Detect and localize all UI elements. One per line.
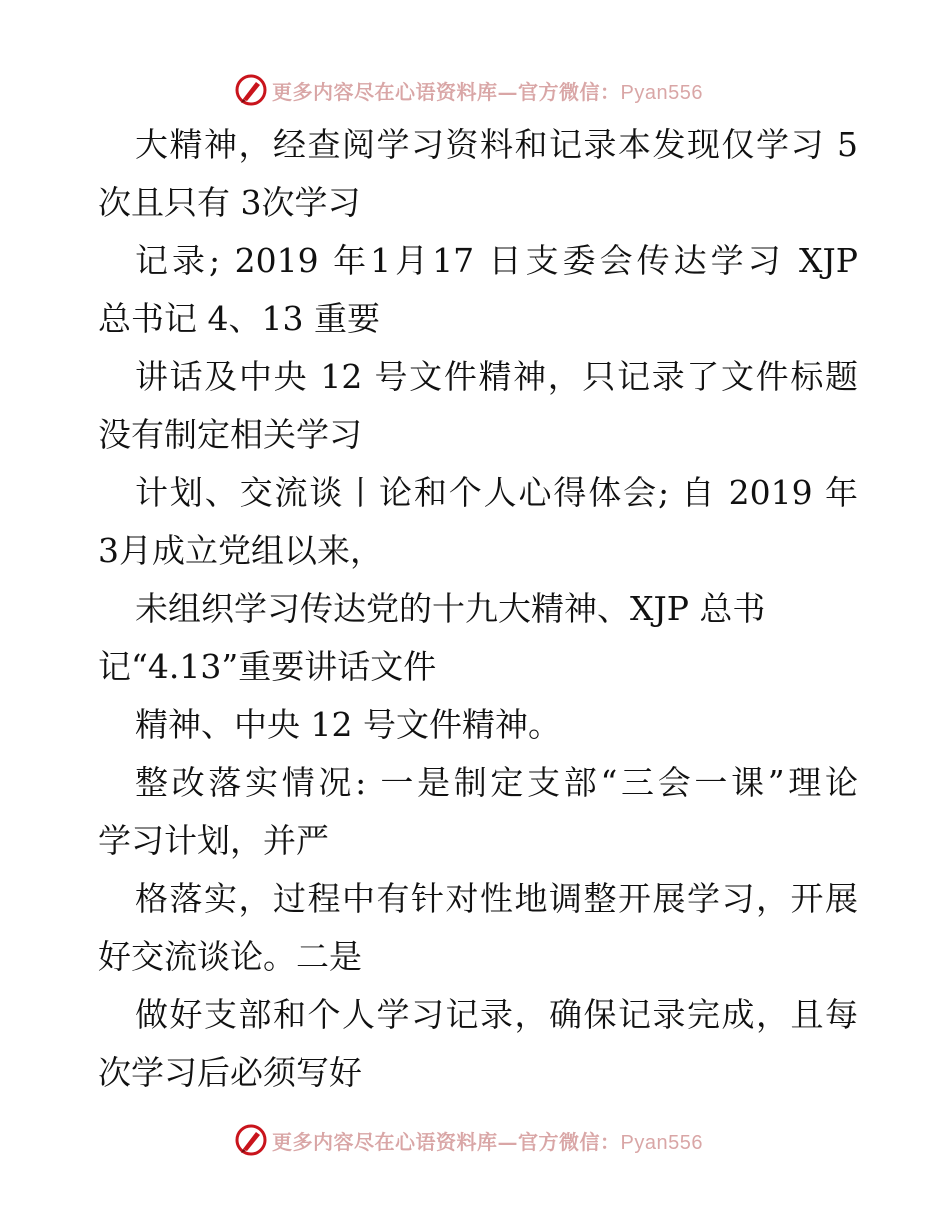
footer-banner-text: 更多内容尽在心语资料库—官方微信：Pyan556 (272, 1129, 703, 1154)
header-wechat-id: Pyan556 (620, 81, 703, 104)
header-banner (234, 70, 703, 110)
text-line: 好交流谈论。二是 (98, 937, 362, 976)
text-line: 未组织学习传达党的十九大精神、XJP 总书 (135, 589, 766, 628)
text-line: 总书记 4、13 重要 (98, 299, 380, 338)
text-line: 没有制定相关学习 (98, 415, 362, 454)
text-line: 学习计划，并严 (98, 821, 329, 860)
text-line: 整改落实情况: 一是制定支部“三会一课”理论 (135, 763, 858, 802)
pen-logo-icon (234, 1123, 268, 1157)
pen-logo-icon (234, 73, 268, 107)
text-line: 记“4.13”重要讲话文件 (98, 647, 437, 686)
document-body (98, 116, 858, 1102)
footer-banner (234, 1120, 703, 1160)
text-line: 精神、中央 12 号文件精神。 (135, 705, 561, 744)
text-line: 次且只有 3次学习 (98, 183, 361, 222)
text-line: 计划、交流谈丨论和个人心得体会; 自 2019 年 (135, 473, 858, 512)
text-line: 讲话及中央 12 号文件精神，只记录了文件标题 (135, 357, 858, 396)
text-line: 次学习后必须写好 (98, 1053, 362, 1092)
text-line: 记录; 2019 年1月17 日支委会传达学习 XJP (135, 241, 858, 280)
footer-wechat-id: Pyan556 (620, 1131, 703, 1154)
text-line: 大精神，经查阅学习资料和记录本发现仅学习 5 (135, 125, 858, 164)
text-line: 做好支部和个人学习记录，确保记录完成，且每 (135, 995, 858, 1034)
text-line: 格落实，过程中有针对性地调整开展学习，开展 (135, 879, 858, 918)
text-line: 3月成立党组以来， (98, 531, 383, 570)
header-banner-text: 更多内容尽在心语资料库—官方微信：Pyan556 (272, 79, 703, 104)
